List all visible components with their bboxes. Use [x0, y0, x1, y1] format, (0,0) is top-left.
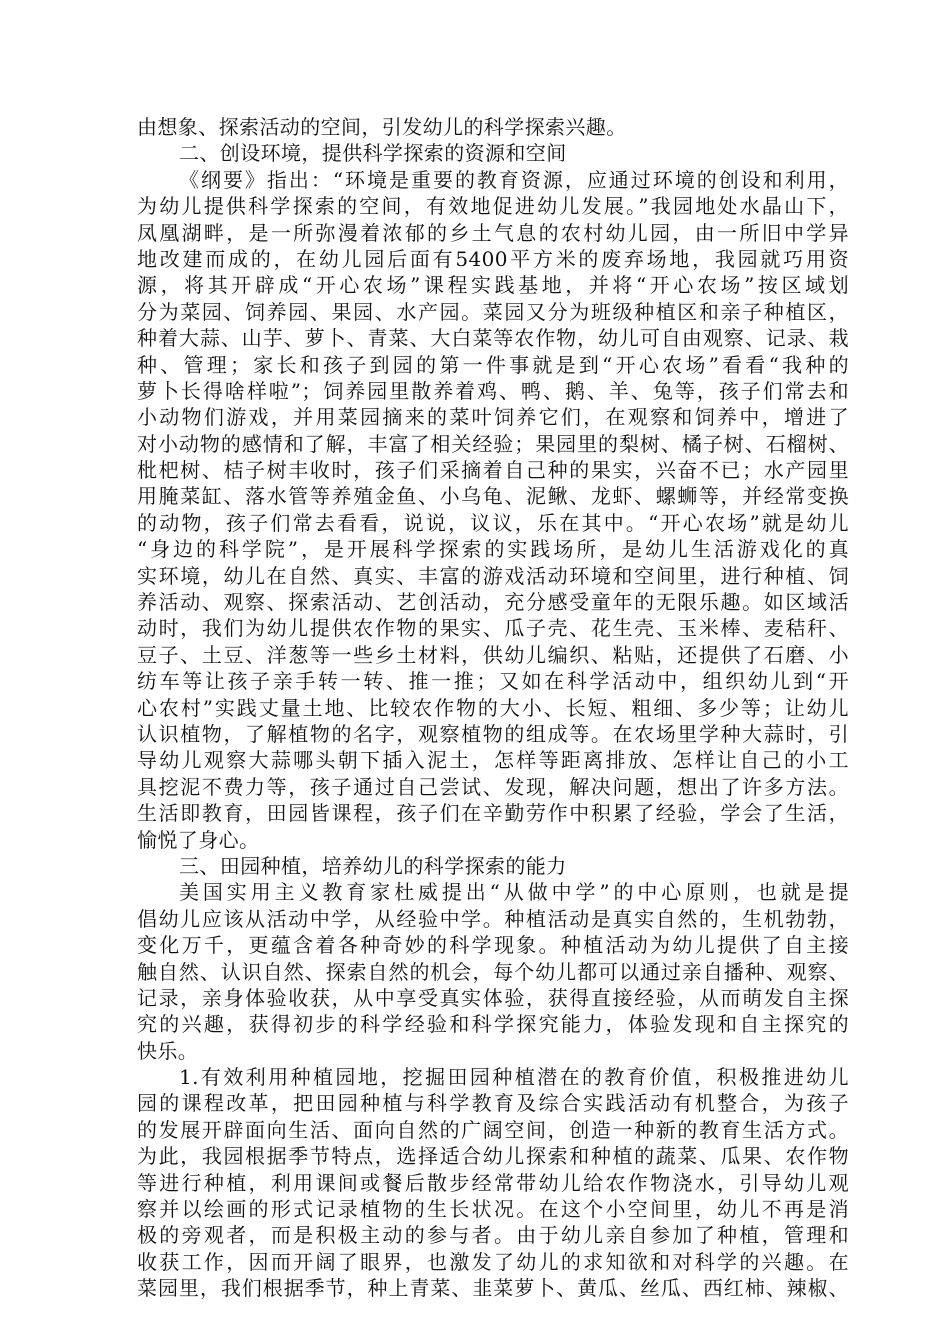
text-line: 实环境，幼儿在自然、真实、丰富的游戏活动环境和空间里，进行种植、饲	[137, 563, 849, 588]
text-line: 源，将其开辟成“开心农场”课程实践基地，并将“开心农场”按区域划	[137, 273, 849, 298]
text-line: 地改建而成的，在幼儿园后面有5400平方米的废弃场地，我园就巧用资	[137, 246, 849, 271]
text-line: 触自然、认识自然、探索自然的机会，每个幼儿都可以通过亲自播种、观察、	[137, 959, 849, 984]
section-heading-3: 三、田园种植，培养幼儿的科学探索的能力	[179, 853, 567, 878]
text-line: 养活动、观察、探索活动、艺创活动，充分感受童年的无限乐趣。如区域活	[137, 590, 849, 615]
text-line: 对小动物的感情和了解，丰富了相关经验；果园里的梨树、橘子树、石榴树、	[137, 431, 849, 456]
text-line: 察并以绘画的形式记录植物的生长状况。在这个小空间里，幼儿不再是消	[137, 1197, 849, 1222]
text-line: 为此，我园根据季节特点，选择适合幼儿探索和种植的蔬菜、瓜果、农作物	[137, 1144, 849, 1169]
text-line: 愉悦了身心。	[137, 827, 260, 852]
text-line: 认识植物，了解植物的名字，观察植物的组成等。在农场里学种大蒜时，引	[137, 721, 849, 746]
text-line: 种着大蒜、山芋、萝卜、青菜、大白菜等农作物，幼儿可自由观察、记录、栽	[137, 326, 849, 351]
text-line: 变化万千，更蕴含着各种奇妙的科学现象。种植活动为幼儿提供了自主接	[137, 933, 849, 958]
text-line: 由想象、探索活动的空间，引发幼儿的科学探索兴趣。	[137, 115, 627, 139]
text-line: 快乐。	[137, 1038, 199, 1063]
text-line: “身边的科学院”，是开展科学探索的实践场所，是幼儿生活游戏化的真	[137, 537, 849, 562]
text-line: 萝卜长得啥样啦”；饲养园里散养着鸡、鸭、鹅、羊、兔等，孩子们常去和	[137, 378, 849, 403]
text-line: 美国实用主义教育家杜威提出“从做中学”的中心原则，也就是提	[179, 880, 849, 905]
text-line: 的动物，孩子们常去看看，说说，议议，乐在其中。“开心农场”就是幼儿	[137, 510, 849, 535]
text-line: 菜园里，我们根据季节，种上青菜、韭菜萝卜、黄瓜、丝瓜、西红柿、辣椒、	[137, 1276, 849, 1301]
text-line: 倡幼儿应该从活动中学，从经验中学。种植活动是真实自然的，生机勃勃，	[137, 906, 849, 931]
text-line: 具挖泥不费力等，孩子通过自己尝试、发现，解决问题，想出了许多方法。	[137, 774, 849, 799]
section-heading-2: 二、创设环境，提供科学探索的资源和空间	[179, 141, 567, 166]
text-line: 究的兴趣，获得初步的科学经验和科学探究能力，体验发现和自主探究的	[137, 1012, 849, 1037]
text-line: 凤凰湖畔，是一所弥漫着浓郁的乡土气息的农村幼儿园，由一所旧中学异	[137, 220, 849, 245]
text-line: 用腌菜缸、落水管等养殖金鱼、小乌龟、泥鳅、龙虾、螺蛳等，并经常变换	[137, 484, 849, 509]
text-line: 生活即教育，田园皆课程，孩子们在辛勤劳作中积累了经验，学会了生活，	[137, 801, 849, 826]
text-line: 的发展开辟面向生活、面向自然的广阔空间，创造一种新的教育生活方式。	[137, 1117, 849, 1142]
text-line: 种、管理；家长和孩子到园的第一件事就是到“开心农场”看看“我种的	[137, 352, 849, 377]
text-line: 等进行种植，利用课间或餐后散步经常带幼儿给农作物浇水，引导幼儿观	[137, 1170, 849, 1195]
text-line: 记录，亲身体验收获，从中享受真实体验，获得直接经验，从而萌发自主探	[137, 985, 849, 1010]
text-line: 1.有效利用种植园地，挖掘田园种植潜在的教育价值，积极推进幼儿	[179, 1065, 849, 1090]
text-line: 分为菜园、饲养园、果园、水产园。菜园又分为班级种植区和亲子种植区，	[137, 299, 849, 324]
text-line: 园的课程改革，把田园种植与科学教育及综合实践活动有机整合，为孩子	[137, 1091, 849, 1116]
text-line: 纺车等让孩子亲手转一转、推一推；又如在科学活动中，组织幼儿到“开	[137, 669, 849, 694]
text-line: 极的旁观者，而是积极主动的参与者。由于幼儿亲自参加了种植，管理和	[137, 1223, 849, 1248]
text-line: 小动物们游戏，并用菜园摘来的菜叶饲养它们，在观察和饲养中，增进了	[137, 405, 849, 430]
text-line: 豆子、土豆、洋葱等一些乡土材料，供幼儿编织、粘贴，还提供了石磨、小	[137, 642, 849, 667]
text-line: 动时，我们为幼儿提供农作物的果实、瓜子壳、花生壳、玉米棒、麦秸秆、	[137, 616, 849, 641]
text-line: 心农村”实践丈量土地、比较农作物的大小、长短、粗细、多少等；让幼儿	[137, 695, 849, 720]
text-line: 收获工作，因而开阔了眼界，也激发了幼儿的求知欲和对科学的兴趣。在	[137, 1249, 849, 1274]
text-line: 导幼儿观察大蒜哪头朝下插入泥土，怎样等距离排放、怎样让自己的小工	[137, 748, 849, 773]
text-line: 枇杷树、桔子树丰收时，孩子们采摘着自己种的果实，兴奋不已；水产园里	[137, 458, 849, 483]
text-line: 《纲要》指出：“环境是重要的教育资源，应通过环境的创设和利用，	[179, 167, 849, 192]
text-line: 为幼儿提供科学探索的空间，有效地促进幼儿发展。”我园地处水晶山下，	[137, 194, 849, 219]
